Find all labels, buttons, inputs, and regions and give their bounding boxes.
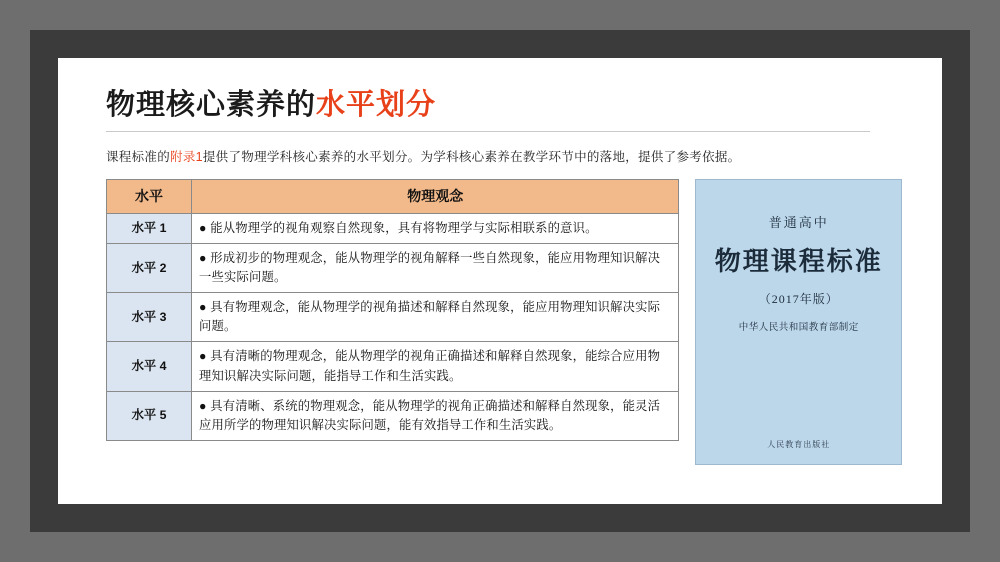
level-description: ● 能从物理学的视角观察自然现象，具有将物理学与实际相联系的意识。 <box>192 214 679 244</box>
slide-outer-frame <box>30 30 970 532</box>
level-label: 水平 2 <box>107 244 192 293</box>
table-row <box>107 244 679 293</box>
subtitle-text <box>106 148 902 167</box>
title-divider <box>106 131 870 132</box>
level-label: 水平 4 <box>107 342 192 391</box>
table-row <box>107 391 679 440</box>
book-cover-title: 物理课程标准 <box>714 246 883 276</box>
level-description: ● 具有清晰的物理观念，能从物理学的视角正确描述和解释自然现象，能综合应用物理知识解决实际问题，能指导工作和生活实践。 <box>192 342 679 391</box>
book-cover-edition: （2017年版） <box>758 291 839 306</box>
column-header-level: 水平 <box>107 179 192 214</box>
levels-table <box>106 179 679 441</box>
book-cover-issuer: 中华人民共和国教育部制定 <box>738 322 859 333</box>
level-label: 水平 3 <box>107 293 192 342</box>
content-row <box>106 179 902 465</box>
slide-canvas <box>58 58 942 504</box>
book-cover-publisher: 人民教育出版社 <box>767 439 831 449</box>
level-description: ● 形成初步的物理观念，能从物理学的视角解释一些自然现象，能应用物理知识解决一些实际问题。 <box>192 244 679 293</box>
page-title-main: 物理核心素养的 <box>106 89 317 121</box>
subtitle-prefix: 课程标准的 <box>106 149 171 164</box>
subtitle-suffix: 提供了物理学科核心素养的水平划分。为学科核心素养在教学环节中的落地，提供了参考依据。 <box>202 149 741 164</box>
book-cover-image <box>695 179 902 465</box>
level-description: ● 具有物理观念，能从物理学的视角描述和解释自然现象，能应用物理知识解决实际问题。 <box>192 293 679 342</box>
page-title <box>106 88 902 123</box>
page-title-accent: 水平划分 <box>316 89 437 121</box>
column-header-concept: 物理观念 <box>192 179 679 214</box>
table-row <box>107 342 679 391</box>
table-row <box>107 214 679 244</box>
level-description: ● 具有清晰、系统的物理观念，能从物理学的视角正确描述和解释自然现象，能灵活应用所学的物理知识解决实际问题，能有效指导工作和生活实践。 <box>192 391 679 440</box>
level-label: 水平 1 <box>107 214 192 244</box>
book-cover-line1: 普通高中 <box>768 214 829 230</box>
table-header-row <box>107 179 679 214</box>
level-label: 水平 5 <box>107 391 192 440</box>
appendix-link[interactable]: 附录1 <box>170 149 203 164</box>
table-row <box>107 293 679 342</box>
